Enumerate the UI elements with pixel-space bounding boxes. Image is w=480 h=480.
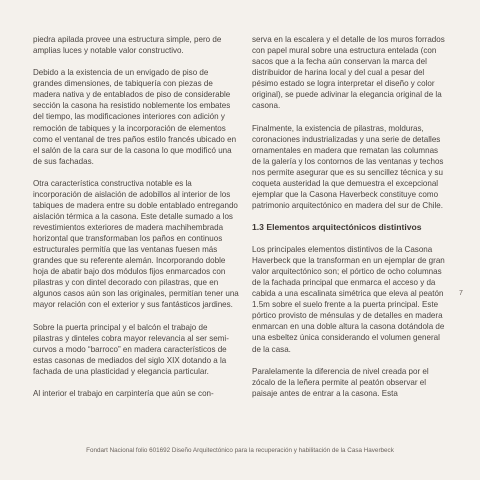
page-number: 7 <box>459 290 463 297</box>
paragraph: Sobre la puerta principal y el balcón el trabajo de pilastras y dinteles cobra mayor relevancia al ser semi-curvos a modo “barroco” en madera característicos de estas casonas de mediados del siglo XIX dotando a la fachada de una plasticidad y elegancia particular. <box>33 322 229 376</box>
paragraph: Los principales elementos distintivos de la Casona Haverbeck que la transforman en un ejemplar de gran valor arquitectónico son; el pórtico de ocho columnas de la fachada principal que enmarca el acceso y da cabida a una escalinata simétrica que eleva al peatón 1.5m sobre el suelo frente a la puerta principal. Este pórtico provisto de ménsulas y de detalles en madera enmarcan en una doble altura la casona dotándola de una esbeltez única considerando el volumen general de la casa. <box>252 245 445 354</box>
left-text-column <box>33 34 239 410</box>
paragraph: Paralelamente la diferencia de nivel creada por el zócalo de la leñera permite al peatón observar el paisaje antes de entrar a la casona. Esta <box>252 366 429 398</box>
paragraph: Al interior el trabajo en carpintería que aún se con- <box>33 389 214 399</box>
paragraph: piedra apilada provee una estructura simple, pero de amplias luces y notable valor constructivo. <box>33 35 222 56</box>
paragraph: Finalmente, la existencia de pilastras, molduras, coronaciones industrializadas y una serie de detalles ornamentales en madera que rematan las columnas de la galería y los contornos de las ventanas y techos nos permite asegurar que es su sencillez técnica y su coqueta austeridad la que demuestra el excepcional ejemplar que la Casona Haverbeck constituye como patrimonio arquitectónico en madera del sur de Chile. <box>252 123 444 210</box>
paragraph: serva en la escalera y el detalle de los muros forrados con papel mural sobre una estructura entelada (con sacos que a la fecha aún conservan la marca del distribuidor de harina local y del cual a pesar del pésimo estado se logra interpretar el diseño y color original), se puede adivinar la elegancia original de la casona. <box>252 35 445 111</box>
section-heading: 1.3 Elementos arquitectónicos distintivos <box>252 222 422 233</box>
paragraph: Debido a la existencia de un envigado de piso de grandes dimensiones, de tabiquería con piezas de madera nativa y de entablados de piso de considerable sección la casona ha resistido noblemente los embates del tiempo, las modificaciones interiores con adición y remoción de tabiques y la incorporación de elementos como el ventanal de tres paños estilo francés ubicado en el salón de la cara sur de la casona lo que modificó una de sus fachadas. <box>33 68 237 166</box>
right-text-column <box>252 34 448 410</box>
paragraph: Otra característica constructiva notable es la incorporación de aislación de adobillos al interior de los tabiques de madera entre su doble entablado entregando aislación térmica a la casona. Este detalle sumado a los revestimientos exteriores de madera machihembrada horizontal que transformaban los paños en continuos estructurales permitía que las ventanas fuesen más grandes que su referente alemán. Incorporando doble hoja de abatir bajo dos módulos fijos enmarcados con pilastras y con dintel decorado con pilastras, que en algunos casos aún son las originales, permitían tener una mayor relación con el exterior y sus fantásticos jardines. <box>33 178 239 310</box>
page-footer: Fondart Nacional folio 601692 Diseño Arquitectónico para la recuperación y habilitación de la Casa Haverbeck <box>86 447 394 454</box>
